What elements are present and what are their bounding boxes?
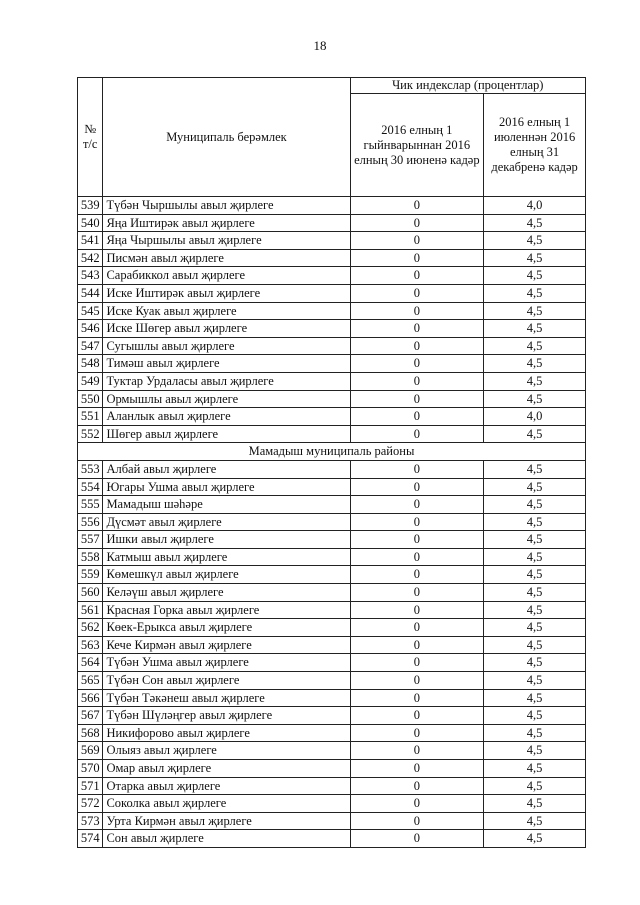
row-number: 571: [78, 777, 103, 795]
row-municipality: Көек-Ерыкса авыл җирлеге: [103, 619, 350, 637]
row-municipality: Омар авыл җирлеге: [103, 760, 350, 778]
row-first-half-index: 0: [350, 636, 484, 654]
row-municipality: Көмешкүл авыл җирлеге: [103, 566, 350, 584]
row-number: 570: [78, 760, 103, 778]
row-municipality: Никифорово авыл җирлеге: [103, 724, 350, 742]
row-first-half-index: 0: [350, 795, 484, 813]
row-first-half-index: 0: [350, 654, 484, 672]
table-row: [78, 390, 586, 408]
row-number: 544: [78, 284, 103, 302]
row-first-half-index: 0: [350, 812, 484, 830]
row-number: 574: [78, 830, 103, 848]
row-first-half-index: 0: [350, 496, 484, 514]
row-number: 548: [78, 355, 103, 373]
table-row: [78, 742, 586, 760]
indices-table: [77, 77, 586, 848]
header-number-text: № т/с: [82, 122, 98, 151]
table-row: [78, 355, 586, 373]
table-row: [78, 724, 586, 742]
row-municipality: Түбән Тәкәнеш авыл җирлеге: [103, 689, 350, 707]
row-number: 542: [78, 249, 103, 267]
row-first-half-index: 0: [350, 619, 484, 637]
row-first-half-index: 0: [350, 566, 484, 584]
row-first-half-index: 0: [350, 478, 484, 496]
row-municipality: Мамадыш шәһәре: [103, 496, 350, 514]
row-municipality: Писмән авыл җирлеге: [103, 249, 350, 267]
table-row: [78, 795, 586, 813]
row-number: 573: [78, 812, 103, 830]
row-second-half-index: 4,5: [484, 760, 586, 778]
row-first-half-index: 0: [350, 390, 484, 408]
row-second-half-index: 4,5: [484, 337, 586, 355]
row-second-half-index: 4,5: [484, 214, 586, 232]
row-municipality: Албай авыл җирлеге: [103, 460, 350, 478]
table-row: [78, 197, 586, 215]
row-number: 551: [78, 408, 103, 426]
row-first-half-index: 0: [350, 742, 484, 760]
row-municipality: Дүсмәт авыл җирлеге: [103, 513, 350, 531]
row-number: 568: [78, 724, 103, 742]
section-row: [78, 443, 586, 461]
row-second-half-index: 4,5: [484, 795, 586, 813]
header-second-half: 2016 елның 1 июленнән 2016 елның 31 декабренә кадәр: [484, 94, 586, 197]
row-number: 567: [78, 707, 103, 725]
row-number: 572: [78, 795, 103, 813]
row-first-half-index: 0: [350, 689, 484, 707]
row-municipality: Иске Шөгер авыл җирлеге: [103, 320, 350, 338]
table-row: [78, 478, 586, 496]
row-second-half-index: 4,5: [484, 249, 586, 267]
row-municipality: Сугышлы авыл җирлеге: [103, 337, 350, 355]
row-municipality: Түбән Ушма авыл җирлеге: [103, 654, 350, 672]
table-row: [78, 496, 586, 514]
row-second-half-index: 4,5: [484, 584, 586, 602]
table-row: [78, 425, 586, 443]
row-first-half-index: 0: [350, 214, 484, 232]
row-number: 546: [78, 320, 103, 338]
row-second-half-index: 4,5: [484, 707, 586, 725]
header-first-half: 2016 елның 1 гыйнварыннан 2016 елның 30 июненә кадәр: [350, 94, 484, 197]
row-municipality: Яңа Иштирәк авыл җирлеге: [103, 214, 350, 232]
row-number: 547: [78, 337, 103, 355]
row-first-half-index: 0: [350, 830, 484, 848]
table-row: [78, 689, 586, 707]
row-municipality: Түбән Шүләңгер авыл җирлеге: [103, 707, 350, 725]
row-number: 552: [78, 425, 103, 443]
table-row: [78, 408, 586, 426]
row-first-half-index: 0: [350, 425, 484, 443]
row-first-half-index: 0: [350, 777, 484, 795]
row-first-half-index: 0: [350, 724, 484, 742]
row-number: 539: [78, 197, 103, 215]
row-first-half-index: 0: [350, 408, 484, 426]
row-number: 560: [78, 584, 103, 602]
table-row: [78, 619, 586, 637]
row-first-half-index: 0: [350, 284, 484, 302]
row-first-half-index: 0: [350, 513, 484, 531]
row-number: 559: [78, 566, 103, 584]
row-first-half-index: 0: [350, 584, 484, 602]
row-municipality: Кече Кирмән авыл җирлеге: [103, 636, 350, 654]
table-row: [78, 566, 586, 584]
table-row: [78, 320, 586, 338]
row-first-half-index: 0: [350, 760, 484, 778]
row-municipality: Тимәш авыл җирлеге: [103, 355, 350, 373]
row-municipality: Ормышлы авыл җирлеге: [103, 390, 350, 408]
row-second-half-index: 4,5: [484, 302, 586, 320]
row-second-half-index: 4,5: [484, 566, 586, 584]
row-second-half-index: 4,5: [484, 601, 586, 619]
table-row: [78, 214, 586, 232]
row-first-half-index: 0: [350, 197, 484, 215]
row-number: 543: [78, 267, 103, 285]
row-first-half-index: 0: [350, 707, 484, 725]
row-municipality: Красная Горка авыл җирлеге: [103, 601, 350, 619]
row-second-half-index: 4,5: [484, 232, 586, 250]
row-municipality: Сон авыл җирлеге: [103, 830, 350, 848]
table-row: [78, 548, 586, 566]
header-number: [78, 78, 103, 197]
row-second-half-index: 4,5: [484, 460, 586, 478]
row-second-half-index: 4,5: [484, 654, 586, 672]
row-municipality: Түбән Чыршылы авыл җирлеге: [103, 197, 350, 215]
row-second-half-index: 4,5: [484, 320, 586, 338]
row-second-half-index: 4,5: [484, 742, 586, 760]
row-first-half-index: 0: [350, 601, 484, 619]
header-municipality: Муниципаль берәмлек: [103, 78, 350, 197]
row-municipality: Югары Ушма авыл җирлеге: [103, 478, 350, 496]
header-group: Чик индекслар (процентлар): [350, 78, 585, 94]
table-row: [78, 830, 586, 848]
row-second-half-index: 4,5: [484, 513, 586, 531]
row-municipality: Олыяз авыл җирлеге: [103, 742, 350, 760]
row-first-half-index: 0: [350, 232, 484, 250]
row-first-half-index: 0: [350, 460, 484, 478]
page-number: 18: [313, 38, 327, 53]
row-number: 545: [78, 302, 103, 320]
table-body: [78, 197, 586, 848]
table-row: [78, 584, 586, 602]
table-row: [78, 284, 586, 302]
row-municipality: Туктар Урдаласы авыл җирлеге: [103, 372, 350, 390]
row-first-half-index: 0: [350, 267, 484, 285]
row-second-half-index: 4,0: [484, 197, 586, 215]
row-number: 562: [78, 619, 103, 637]
table-row: [78, 601, 586, 619]
row-number: 554: [78, 478, 103, 496]
row-number: 565: [78, 672, 103, 690]
table-row: [78, 267, 586, 285]
table-row: [78, 672, 586, 690]
row-first-half-index: 0: [350, 320, 484, 338]
row-second-half-index: 4,5: [484, 672, 586, 690]
table-row: [78, 777, 586, 795]
row-second-half-index: 4,5: [484, 267, 586, 285]
row-second-half-index: 4,5: [484, 636, 586, 654]
row-number: 549: [78, 372, 103, 390]
row-second-half-index: 4,5: [484, 619, 586, 637]
row-first-half-index: 0: [350, 249, 484, 267]
row-second-half-index: 4,5: [484, 372, 586, 390]
row-second-half-index: 4,5: [484, 689, 586, 707]
row-number: 557: [78, 531, 103, 549]
row-municipality: Катмыш авыл җирлеге: [103, 548, 350, 566]
row-number: 555: [78, 496, 103, 514]
row-second-half-index: 4,5: [484, 777, 586, 795]
table-row: [78, 812, 586, 830]
row-first-half-index: 0: [350, 531, 484, 549]
table-row: [78, 337, 586, 355]
table-row: [78, 760, 586, 778]
table-row: [78, 232, 586, 250]
row-number: 553: [78, 460, 103, 478]
row-first-half-index: 0: [350, 302, 484, 320]
row-municipality: Аланлык авыл җирлеге: [103, 408, 350, 426]
row-number: 566: [78, 689, 103, 707]
row-number: 541: [78, 232, 103, 250]
table-row: [78, 460, 586, 478]
row-first-half-index: 0: [350, 548, 484, 566]
row-municipality: Яңа Чыршылы авыл җирлеге: [103, 232, 350, 250]
row-municipality: Иске Иштирәк авыл җирлеге: [103, 284, 350, 302]
row-second-half-index: 4,5: [484, 478, 586, 496]
row-municipality: Түбән Сон авыл җирлеге: [103, 672, 350, 690]
row-first-half-index: 0: [350, 355, 484, 373]
row-second-half-index: 4,5: [484, 812, 586, 830]
table-row: [78, 707, 586, 725]
table-row: [78, 636, 586, 654]
table-row: [78, 513, 586, 531]
row-second-half-index: 4,5: [484, 355, 586, 373]
table-row: [78, 654, 586, 672]
row-municipality: Келәүш авыл җирлеге: [103, 584, 350, 602]
row-municipality: Сарабиккол авыл җирлеге: [103, 267, 350, 285]
row-municipality: Ишки авыл җирлеге: [103, 531, 350, 549]
row-number: 556: [78, 513, 103, 531]
table-row: [78, 372, 586, 390]
row-number: 540: [78, 214, 103, 232]
row-number: 550: [78, 390, 103, 408]
row-first-half-index: 0: [350, 372, 484, 390]
row-second-half-index: 4,5: [484, 425, 586, 443]
row-second-half-index: 4,5: [484, 496, 586, 514]
row-second-half-index: 4,5: [484, 724, 586, 742]
section-title: Мамадыш муниципаль районы: [78, 443, 586, 461]
row-number: 563: [78, 636, 103, 654]
row-second-half-index: 4,5: [484, 284, 586, 302]
table-row: [78, 531, 586, 549]
row-municipality: Урта Кирмән авыл җирлеге: [103, 812, 350, 830]
row-first-half-index: 0: [350, 337, 484, 355]
table-row: [78, 249, 586, 267]
row-second-half-index: 4,5: [484, 390, 586, 408]
row-number: 561: [78, 601, 103, 619]
row-second-half-index: 4,5: [484, 548, 586, 566]
row-number: 558: [78, 548, 103, 566]
row-number: 569: [78, 742, 103, 760]
row-first-half-index: 0: [350, 672, 484, 690]
row-second-half-index: 4,5: [484, 830, 586, 848]
row-municipality: Иске Куак авыл җирлеге: [103, 302, 350, 320]
row-number: 564: [78, 654, 103, 672]
row-second-half-index: 4,0: [484, 408, 586, 426]
table-row: [78, 302, 586, 320]
row-municipality: Соколка авыл җирлеге: [103, 795, 350, 813]
table-header: [78, 78, 586, 197]
row-municipality: Отарка авыл җирлеге: [103, 777, 350, 795]
row-municipality: Шөгер авыл җирлеге: [103, 425, 350, 443]
row-second-half-index: 4,5: [484, 531, 586, 549]
